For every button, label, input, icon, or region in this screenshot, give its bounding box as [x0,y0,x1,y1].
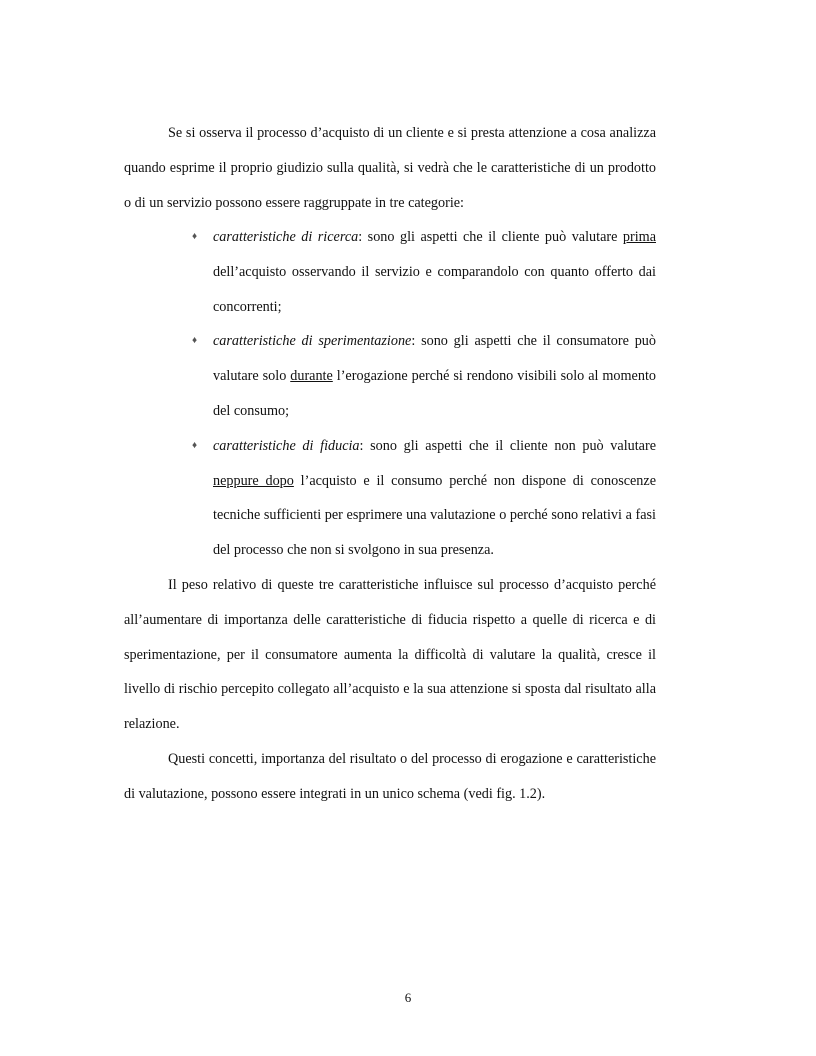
paragraph-weight [124,568,656,742]
term-ricerca: caratteristiche di ricerca [213,229,359,245]
list-item-sperimentazione [192,324,656,428]
diamond-bullet-icon: ♦ [192,439,198,451]
emph-neppure-dopo: neppure dopo [213,472,294,489]
paragraph-concepts [124,742,656,812]
list-item-fiducia [192,429,656,568]
term-sperimentazione: caratteristiche di sperimentazione [213,333,412,350]
page-number: 6 [404,990,412,1005]
item-ricerca-post: dell’acquisto osservando il servizio e comparandolo con quanto offerto dai concorrenti; [213,263,656,315]
diamond-bullet-icon: ♦ [192,335,198,347]
item-sperimentazione-pre: : sono gli aspetti che il consumatore può valutare solo [213,333,656,385]
emph-durante: durante [290,368,333,385]
list-item-ricerca [192,220,656,324]
item-sperimentazione-post: l’erogazione perché si rendono visibili solo al momento del consumo; [213,368,656,419]
item-ricerca-pre: : sono gli aspetti che il cliente può valutare [358,229,623,245]
term-fiducia: caratteristiche di fiducia [213,437,360,454]
item-fiducia-pre: : sono gli aspetti che il cliente non può valutare [359,437,656,454]
paragraph-intro [124,116,656,220]
characteristics-list [192,220,656,568]
paragraph-concepts-text: Questi concetti, importanza del risultato o del processo di erogazione e caratteristiche di valutazione, possono essere integrati in un unico schema (vedi fig. 1.2). [124,751,656,802]
item-fiducia-post: l’acquisto e il consumo perché non dispone di conoscenze tecniche sufficienti per esprimere una valutazione o perché sono relativi a fasi del processo che non si svolgono in sua presenza. [213,472,656,559]
diamond-bullet-icon: ♦ [192,231,198,242]
paragraph-weight-text: Il peso relativo di queste tre caratteristiche influisce sul processo d’acquisto perché all’aumentare di importanza delle caratteristiche di fiducia rispetto a quelle di ricerca e di sperimentazione, per il consumatore aumenta la difficoltà di valutare la qualità, cresce il livello di rischio percepito collegato all’acquisto e la sua attenzione si sposta dal risultato alla relazione. [124,577,656,733]
emph-prima: prima [622,229,656,245]
paragraph-intro-text: Se si osserva il processo d’acquisto di un cliente e si presta attenzione a cosa analizza quando esprime il proprio giudizio sulla qualità, si vedrà che le caratteristiche di un prodotto o di un servizio possono essere raggruppate in tre categorie: [124,125,656,211]
